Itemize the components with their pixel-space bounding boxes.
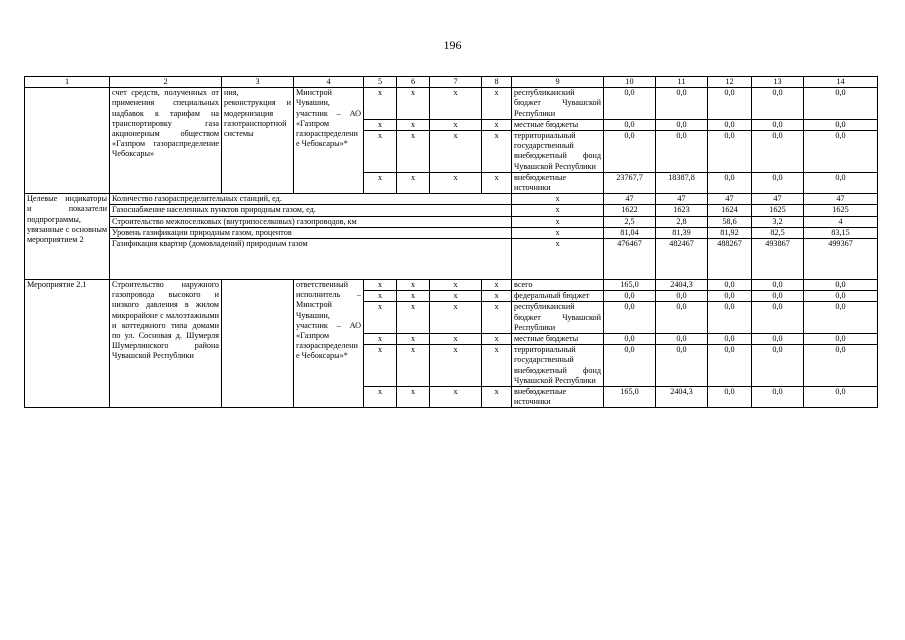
value-cell: 0,0 (804, 131, 878, 173)
value-cell: 0,0 (656, 119, 708, 130)
code-cell: х (364, 172, 397, 193)
code-cell: х (430, 172, 482, 193)
indicators-label: Целевые индикаторы и показатели подпрограммы, увязанные с основным мероприятием 2 (25, 194, 110, 280)
header-cell: 8 (482, 77, 512, 88)
value-cell: 0,0 (708, 291, 752, 302)
header-cell: 10 (604, 77, 656, 88)
value-cell: 81,92 (708, 227, 752, 238)
value-cell: 0,0 (804, 119, 878, 130)
value-cell: 47 (804, 194, 878, 205)
executor-cell: ответственный исполнитель – Минстрой Чувашии, участник – АО «Газпром газораспределение Чебоксары»* (294, 280, 364, 408)
empty-cell (25, 88, 110, 194)
code-cell: х (397, 280, 430, 291)
funding-source: внебюджетные источники (512, 387, 604, 408)
header-cell: 5 (364, 77, 397, 88)
empty-cell (222, 280, 294, 408)
value-cell: 2404,3 (656, 280, 708, 291)
value-cell: 0,0 (752, 119, 804, 130)
header-cell: 4 (294, 77, 364, 88)
code-cell: х (397, 88, 430, 120)
code-cell: х (430, 302, 482, 334)
code-cell: х (397, 119, 430, 130)
code-cell: х (482, 334, 512, 345)
value-cell: 0,0 (804, 302, 878, 334)
code-cell: х (364, 334, 397, 345)
header-cell: 9 (512, 77, 604, 88)
code-cell: х (430, 345, 482, 387)
header-cell: 1 (25, 77, 110, 88)
indicator-name: Газоснабжение населенных пунктов природным газом, ед. (110, 205, 512, 216)
code-cell: х (430, 334, 482, 345)
indicator-name: Количество газораспределительных станций, ед. (110, 194, 512, 205)
funding-source: всего (512, 280, 604, 291)
value-cell: 4 (804, 216, 878, 227)
value-cell: 488267 (708, 239, 752, 280)
code-cell: х (512, 205, 604, 216)
value-cell: 1622 (604, 205, 656, 216)
value-cell: 0,0 (804, 334, 878, 345)
indicator-name: Уровень газификации природным газом, процентов (110, 227, 512, 238)
indicator-row (25, 227, 878, 238)
value-cell: 0,0 (708, 88, 752, 120)
value-cell: 0,0 (708, 131, 752, 173)
value-cell: 0,0 (604, 131, 656, 173)
value-cell: 0,0 (708, 387, 752, 408)
code-cell: х (512, 227, 604, 238)
code-cell: х (482, 302, 512, 334)
code-cell: х (397, 291, 430, 302)
value-cell: 0,0 (804, 280, 878, 291)
value-cell: 0,0 (708, 172, 752, 193)
value-cell: 0,0 (604, 291, 656, 302)
value-cell: 0,0 (752, 334, 804, 345)
value-cell: 0,0 (804, 291, 878, 302)
code-cell: х (364, 119, 397, 130)
measure-number: Мероприятие 2.1 (25, 280, 110, 408)
code-cell: х (364, 291, 397, 302)
code-cell: х (364, 387, 397, 408)
code-cell: х (397, 345, 430, 387)
value-cell: 0,0 (604, 119, 656, 130)
code-cell: х (482, 291, 512, 302)
value-cell: 0,0 (752, 302, 804, 334)
value-cell: 82,5 (752, 227, 804, 238)
value-cell: 0,0 (804, 345, 878, 387)
value-cell: 18387,8 (656, 172, 708, 193)
value-cell: 47 (604, 194, 656, 205)
value-cell: 83,15 (804, 227, 878, 238)
value-cell: 2,8 (656, 216, 708, 227)
program-table (24, 76, 878, 408)
funding-source: федеральный бюджет (512, 291, 604, 302)
table-row (25, 280, 878, 291)
value-cell: 165,0 (604, 387, 656, 408)
value-cell: 0,0 (656, 291, 708, 302)
header-cell: 12 (708, 77, 752, 88)
value-cell: 0,0 (656, 131, 708, 173)
table-row (25, 88, 878, 120)
value-cell: 1625 (752, 205, 804, 216)
measure-goal: ния, реконструкция и модернизация газотранспортной системы (222, 88, 294, 194)
value-cell: 0,0 (656, 345, 708, 387)
code-cell: х (512, 194, 604, 205)
code-cell: х (397, 131, 430, 173)
funding-source: территориальный государственный внебюджетный фонд Чувашской Республики (512, 131, 604, 173)
value-cell: 499367 (804, 239, 878, 280)
header-cell: 3 (222, 77, 294, 88)
value-cell: 0,0 (708, 119, 752, 130)
value-cell: 47 (656, 194, 708, 205)
value-cell: 0,0 (752, 172, 804, 193)
value-cell: 0,0 (604, 334, 656, 345)
code-cell: х (430, 291, 482, 302)
value-cell: 0,0 (752, 280, 804, 291)
value-cell: 1623 (656, 205, 708, 216)
value-cell: 0,0 (656, 334, 708, 345)
code-cell: х (482, 172, 512, 193)
value-cell: 2404,3 (656, 387, 708, 408)
value-cell: 0,0 (804, 88, 878, 120)
code-cell: х (512, 239, 604, 280)
funding-source: внебюджетные источники (512, 172, 604, 193)
measure-description: счет средств, полученных от применения специальных надбавок к тарифам на транспортировку газа акционерным обществом «Газпром газораспределение Чебоксары» (110, 88, 222, 194)
code-cell: х (430, 131, 482, 173)
code-cell: х (364, 302, 397, 334)
value-cell: 0,0 (708, 334, 752, 345)
indicator-row (25, 194, 878, 205)
code-cell: х (430, 280, 482, 291)
code-cell: х (482, 387, 512, 408)
code-cell: х (430, 88, 482, 120)
value-cell: 0,0 (656, 88, 708, 120)
measure-description: Строительство наружного газопровода высокого и низкого давления в жилом микрорайоне с малоэтажными и коттеджного типа домами по ул. Сосновая д. Шумерля Шумерлинского района Чувашской Республики (110, 280, 222, 408)
executor-cell: Минстрой Чувашии, участник – АО «Газпром газораспределение Чебоксары»* (294, 88, 364, 194)
value-cell: 47 (708, 194, 752, 205)
value-cell: 2,5 (604, 216, 656, 227)
header-cell: 11 (656, 77, 708, 88)
indicator-row (25, 216, 878, 227)
header-row (25, 77, 878, 88)
value-cell: 0,0 (708, 345, 752, 387)
code-cell: х (397, 334, 430, 345)
value-cell: 0,0 (752, 345, 804, 387)
value-cell: 58,6 (708, 216, 752, 227)
funding-source: местные бюджеты (512, 119, 604, 130)
value-cell: 0,0 (804, 172, 878, 193)
value-cell: 476467 (604, 239, 656, 280)
indicator-row (25, 205, 878, 216)
value-cell: 0,0 (656, 302, 708, 334)
funding-source: республиканский бюджет Чувашской Республики (512, 88, 604, 120)
indicator-name: Газификация квартир (домовладений) природным газом (110, 239, 512, 280)
value-cell: 0,0 (752, 387, 804, 408)
value-cell: 0,0 (752, 88, 804, 120)
value-cell: 482467 (656, 239, 708, 280)
code-cell: х (397, 387, 430, 408)
value-cell: 81,04 (604, 227, 656, 238)
header-cell: 2 (110, 77, 222, 88)
code-cell: х (364, 88, 397, 120)
code-cell: х (482, 88, 512, 120)
indicator-name: Строительство межпоселковых (внутрипоселковых) газопроводов, км (110, 216, 512, 227)
funding-source: территориальный государственный внебюджетный фонд Чувашской Республики (512, 345, 604, 387)
value-cell: 1625 (804, 205, 878, 216)
code-cell: х (364, 345, 397, 387)
value-cell: 0,0 (752, 131, 804, 173)
value-cell: 0,0 (708, 280, 752, 291)
value-cell: 1624 (708, 205, 752, 216)
value-cell: 0,0 (804, 387, 878, 408)
header-cell: 14 (804, 77, 878, 88)
value-cell: 23767,7 (604, 172, 656, 193)
value-cell: 0,0 (604, 302, 656, 334)
code-cell: х (482, 119, 512, 130)
code-cell: х (364, 131, 397, 173)
code-cell: х (397, 302, 430, 334)
funding-source: республиканский бюджет Чувашской Республики (512, 302, 604, 334)
code-cell: х (430, 387, 482, 408)
code-cell: х (482, 280, 512, 291)
code-cell: х (430, 119, 482, 130)
code-cell: х (512, 216, 604, 227)
value-cell: 0,0 (604, 88, 656, 120)
code-cell: х (397, 172, 430, 193)
value-cell: 47 (752, 194, 804, 205)
value-cell: 0,0 (604, 345, 656, 387)
indicator-row (25, 239, 878, 280)
value-cell: 81,39 (656, 227, 708, 238)
header-cell: 13 (752, 77, 804, 88)
code-cell: х (482, 131, 512, 173)
funding-source: местные бюджеты (512, 334, 604, 345)
code-cell: х (364, 280, 397, 291)
header-cell: 6 (397, 77, 430, 88)
value-cell: 165,0 (604, 280, 656, 291)
code-cell: х (482, 345, 512, 387)
value-cell: 3,2 (752, 216, 804, 227)
value-cell: 0,0 (752, 291, 804, 302)
page-number: 196 (443, 38, 462, 52)
header-cell: 7 (430, 77, 482, 88)
value-cell: 493867 (752, 239, 804, 280)
value-cell: 0,0 (708, 302, 752, 334)
